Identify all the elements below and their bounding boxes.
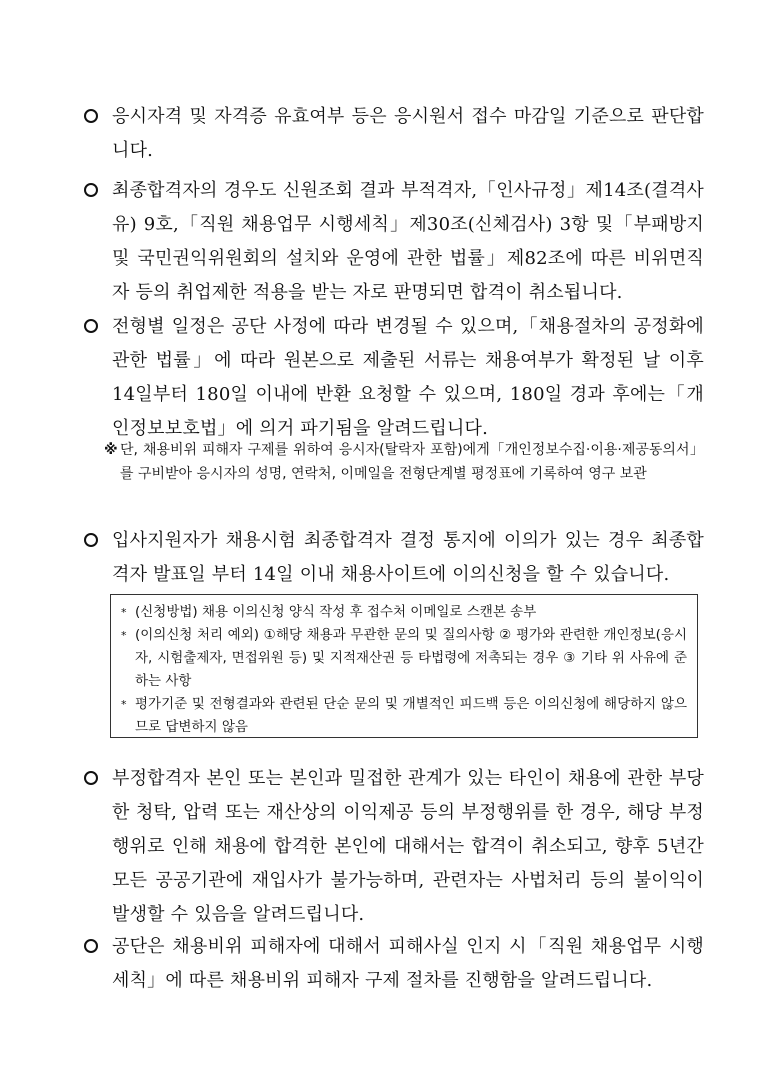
objection-detail-text: 평가기준 및 전형결과와 관련된 단순 문의 및 개별적인 피드백 등은 이의신청에 해당하지 않으므로 답변하지 않음 [135,696,687,735]
asterisk-icon: * [121,629,127,642]
circle-bullet-icon [84,319,98,333]
notice-text: 응시자격 및 자격증 유효여부 등은 응시원서 접수 마감일 기준으로 판단합니다. [112,106,704,161]
notice-text: 입사지원자가 채용시험 최종합격자 결정 통지에 이의가 있는 경우 최종합격자 발표일 부터 14일 이내 채용사이트에 이의신청을 할 수 있습니다. [112,530,704,585]
reference-mark-icon: ※ [104,442,118,458]
objection-detail-text: (신청방법) 채용 이의신청 양식 작성 후 접수처 이메일로 스캔본 송부 [135,604,537,620]
objection-detail-line [121,601,687,624]
objection-detail-line [121,693,687,739]
notice-text: 공단은 채용비위 피해자에 대해서 피해사실 인지 시「직원 채용업무 시행세칙」에 따른 채용비위 피해자 구제 절차를 진행함을 알려드립니다. [112,936,704,991]
notice-text: 최종합격자의 경우도 신원조회 결과 부적격자,「인사규정」제14조(결격사유) 9호,「직원 채용업무 시행세칙」제30조(신체검사) 3항 및「부패방지 및 국민권익위원회의 설치와 운영에 관한 법률」제82조에 따른 비위면직자 등의 취업제한 적용을 받는 자로 판명되면 합격이 취소됩니다. [112,180,704,303]
notice-text: 부정합격자 본인 또는 본인과 밀접한 관계가 있는 타인이 채용에 관한 부당한 청탁, 압력 또는 재산상의 이익제공 등의 부정행위를 한 경우, 해당 부정행위로 인해 채용에 합격한 본인에 대해서는 합격이 취소되고, 향후 5년간 모든 공공기관에 재입사가 불가능하며, 관련자는 사법처리 등의 불이익이 발생할 수 있음을 알려드립니다. [112,768,704,925]
reference-note [104,438,704,486]
circle-bullet-icon [84,109,98,123]
notice-item-victim-relief [84,930,704,998]
objection-detail-line [121,624,687,693]
circle-bullet-icon [84,771,98,785]
circle-bullet-icon [84,939,98,953]
circle-bullet-icon [84,533,98,547]
asterisk-icon: * [121,698,127,711]
notice-item-objection [84,524,704,592]
notice-item-eligibility-date [84,100,704,168]
objection-detail-text: (이의신청 처리 예외) ①해당 채용과 무관한 문의 및 질의사항 ② 평가와 관련한 개인정보(응시자, 시험출제자, 면접위원 등) 및 지적재산권 등 타법령에 저촉되는 경우 ③ 기타 위 사유에 준하는 사항 [135,627,687,689]
reference-note-text: 단, 채용비위 피해자 구제를 위하여 응시자(탈락자 포함)에게「개인정보수집·이용·제공동의서」를 구비받아 응시자의 성명, 연락처, 이메일을 전형단계별 평정표에 기록하여 영구 보관 [120,442,704,482]
circle-bullet-icon [84,183,98,197]
notice-item-background-check [84,174,704,310]
notice-item-fraud [84,762,704,932]
asterisk-icon: * [121,606,127,619]
notice-item-schedule-documents [84,310,704,446]
notice-text: 전형별 일정은 공단 사정에 따라 변경될 수 있으며,「채용절차의 공정화에 관한 법률」에 따라 원본으로 제출된 서류는 채용여부가 확정된 날 이후 14일부터 180일 이내에 반환 요청할 수 있으며, 180일 경과 후에는「개인정보보호법」에 의거 파기됨을 알려드립니다. [112,316,704,439]
objection-details-box [110,594,698,738]
